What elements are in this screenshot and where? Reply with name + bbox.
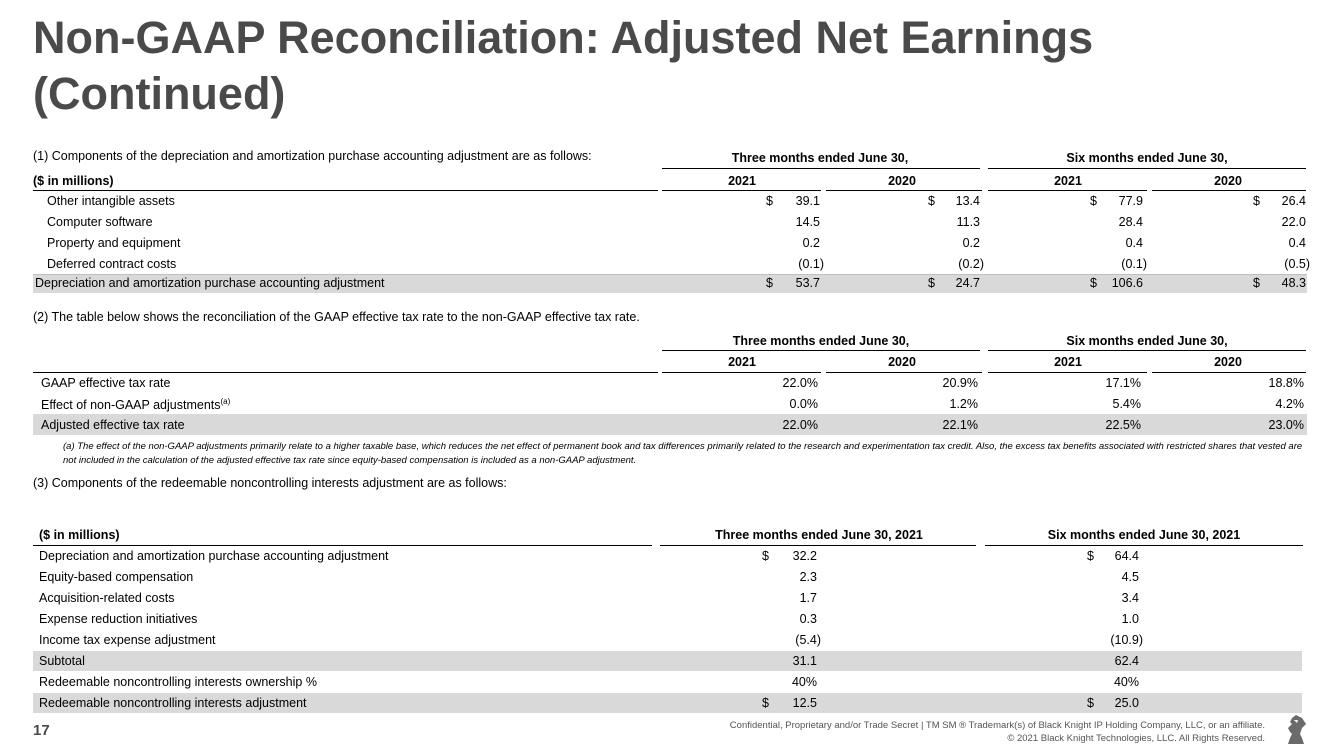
s2-group-three: Three months ended June 30,	[732, 334, 910, 348]
s1-year-header: 2020	[888, 174, 916, 188]
dollar-sign: $	[1253, 194, 1260, 208]
s1-header-rule	[826, 190, 982, 191]
s3-col-six: Six months ended June 30, 2021	[1047, 528, 1241, 542]
s1-row-label: Other intangible assets	[47, 194, 175, 208]
s2-row-label: GAAP effective tax rate	[41, 376, 171, 390]
s1-group-six: Six months ended June 30,	[1066, 151, 1228, 165]
s1-value: 14.5	[795, 215, 820, 229]
s2-value: 20.9%	[942, 376, 978, 390]
s3-value: 0.3	[799, 612, 817, 626]
s2-value: 22.0%	[782, 418, 818, 432]
page-title: Non-GAAP Reconciliation: Adjusted Net Earnings (Continued)	[33, 12, 1094, 119]
s2-value: 22.0%	[782, 376, 818, 390]
s1-value: (0.1)	[798, 257, 824, 271]
s2-value: 17.1%	[1105, 376, 1141, 390]
s1-value: 39.1	[795, 194, 820, 208]
dollar-sign: $	[1087, 696, 1094, 710]
s3-value: 12.5	[792, 696, 817, 710]
s1-total-value: 48.3	[1281, 276, 1306, 290]
s1-value: 28.4	[1118, 215, 1143, 229]
s2-row-label: Effect of non-GAAP adjustments$^{(a)}$	[41, 397, 231, 413]
section3-note: (3) Components of the redeemable noncontrolling interests adjustment are as follows:	[33, 476, 507, 490]
s2-group-six-rule	[988, 350, 1306, 351]
s3-value: 64.4	[1114, 549, 1139, 563]
s1-total-value: 53.7	[795, 276, 820, 290]
dollar-sign: $	[928, 276, 935, 290]
s3-value: 31.1	[792, 654, 817, 668]
dollar-sign: $	[1090, 194, 1097, 208]
s3-value: 25.0	[1114, 696, 1139, 710]
s1-total-value: 106.6	[1111, 276, 1143, 290]
copyright-notice: © 2021 Black Knight Technologies, LLC. All Rights Reserved.	[1007, 733, 1265, 744]
confidential-notice: Confidential, Proprietary and/or Trade Secret | TM SM ® Trademark(s) of Black Knight IP Holding Company, LLC, or an affiliate.	[729, 720, 1265, 731]
dollar-sign: $	[1090, 276, 1097, 290]
s1-value: (0.5)	[1284, 257, 1310, 271]
s1-row-label: Property and equipment	[47, 236, 181, 250]
s2-value: 23.0%	[1268, 418, 1304, 432]
s1-value: 0.4	[1288, 236, 1306, 250]
s2-header-rule	[826, 372, 982, 373]
s2-value: 0.0%	[789, 397, 818, 411]
s2-year-header: 2020	[888, 355, 916, 369]
s2-year-header: 2021	[728, 355, 756, 369]
s1-value: 22.0	[1281, 215, 1306, 229]
s3-row-label: Redeemable noncontrolling interests adjustment	[39, 696, 307, 710]
s1-total-rule	[33, 274, 1307, 275]
s1-unit-label: ($ in millions)	[33, 174, 114, 188]
dollar-sign: $	[1253, 276, 1260, 290]
s3-row-label: Depreciation and amortization purchase accounting adjustment	[39, 549, 389, 563]
s2-group-three-rule	[662, 350, 980, 351]
s1-header-rule	[33, 190, 658, 191]
s1-group-three-rule	[662, 168, 980, 169]
s3-value: 4.5	[1121, 570, 1139, 584]
s3-value: 2.3	[799, 570, 817, 584]
page-number: 17	[33, 722, 50, 739]
s1-year-header: 2020	[1214, 174, 1242, 188]
s1-row-label: Computer software	[47, 215, 153, 229]
s3-value: 1.0	[1121, 612, 1139, 626]
section2-note: (2) The table below shows the reconciliation of the GAAP effective tax rate to the non-GAAP effective tax rate.	[33, 310, 640, 324]
s3-value: 40%	[791, 675, 817, 689]
s1-year-header: 2021	[728, 174, 756, 188]
s3-row-label: Redeemable noncontrolling interests ownership %	[39, 675, 317, 689]
s3-row-label: Equity-based compensation	[39, 570, 194, 584]
s2-value: 5.4%	[1112, 397, 1141, 411]
s3-header-rule	[985, 545, 1303, 546]
s3-header-rule	[660, 545, 976, 546]
s1-group-three: Three months ended June 30,	[731, 151, 909, 165]
s1-year-header: 2021	[1054, 174, 1082, 188]
s3-value: 32.2	[792, 549, 817, 563]
s3-unit-label: ($ in millions)	[39, 528, 120, 542]
s1-value: (0.1)	[1121, 257, 1147, 271]
s1-total-label: Depreciation and amortization purchase accounting adjustment	[35, 276, 385, 290]
s2-year-header: 2020	[1214, 355, 1242, 369]
s2-value: 4.2%	[1275, 397, 1304, 411]
s1-row-label: Deferred contract costs	[47, 257, 177, 271]
s1-header-rule	[662, 190, 821, 191]
s1-value: 77.9	[1118, 194, 1143, 208]
dollar-sign: $	[928, 194, 935, 208]
s3-col-three: Three months ended June 30, 2021	[715, 528, 923, 542]
dollar-sign: $	[1087, 549, 1094, 563]
s1-value: (0.2)	[958, 257, 984, 271]
s1-header-rule	[1152, 190, 1306, 191]
s1-group-six-rule	[988, 168, 1306, 169]
section1-note: (1) Components of the depreciation and amortization purchase accounting adjustment are as follows:	[33, 149, 592, 163]
s1-value: 26.4	[1281, 194, 1306, 208]
s2-value: 1.2%	[949, 397, 978, 411]
dollar-sign: $	[762, 696, 769, 710]
s2-value: 22.5%	[1105, 418, 1141, 432]
s1-value: 0.2	[962, 236, 980, 250]
s3-row-label: Expense reduction initiatives	[39, 612, 198, 626]
knight-logo-icon	[1280, 712, 1312, 746]
s2-value: 18.8%	[1268, 376, 1304, 390]
s3-header-rule	[33, 545, 652, 546]
s1-header-rule	[988, 190, 1147, 191]
s3-row-label: Income tax expense adjustment	[39, 633, 216, 647]
s2-header-rule	[1152, 372, 1306, 373]
s2-value: 22.1%	[942, 418, 978, 432]
s2-row-label: Adjusted effective tax rate	[41, 418, 185, 432]
dollar-sign: $	[766, 194, 773, 208]
s3-value: 62.4	[1114, 654, 1139, 668]
s2-header-rule	[33, 372, 658, 373]
s3-row-label: Subtotal	[39, 654, 85, 668]
s1-total-value: 24.7	[955, 276, 980, 290]
s3-value: (5.4)	[795, 633, 821, 647]
s2-footnote: (a) The effect of the non-GAAP adjustments primarily relate to a higher taxable base, which reduces the net effect of permanent book and tax differences primarily related to the research and experimentation tax credit. Also, the excess tax benefits associated with restricted shares that vested are not included in the calculation of the adjusted effective tax rate since equity-based compensation is included as a non-GAAP adjustment.	[63, 441, 1303, 466]
s1-value: 11.3	[956, 215, 980, 229]
s2-header-rule	[988, 372, 1147, 373]
s1-value: 13.4	[955, 194, 980, 208]
footnote-marker: (a)	[220, 397, 231, 406]
footer-legal	[730, 719, 1265, 745]
s3-value: 1.7	[799, 591, 817, 605]
s1-value: 0.2	[802, 236, 820, 250]
dollar-sign: $	[766, 276, 773, 290]
s2-year-header: 2021	[1054, 355, 1082, 369]
s2-header-rule	[662, 372, 821, 373]
s1-value: 0.4	[1125, 236, 1143, 250]
s3-value: 40%	[1113, 675, 1139, 689]
dollar-sign: $	[762, 549, 769, 563]
s2-group-six: Six months ended June 30,	[1066, 334, 1228, 348]
s3-value: 3.4	[1121, 591, 1139, 605]
s3-value: (10.9)	[1110, 633, 1143, 647]
s3-row-label: Acquisition-related costs	[39, 591, 175, 605]
